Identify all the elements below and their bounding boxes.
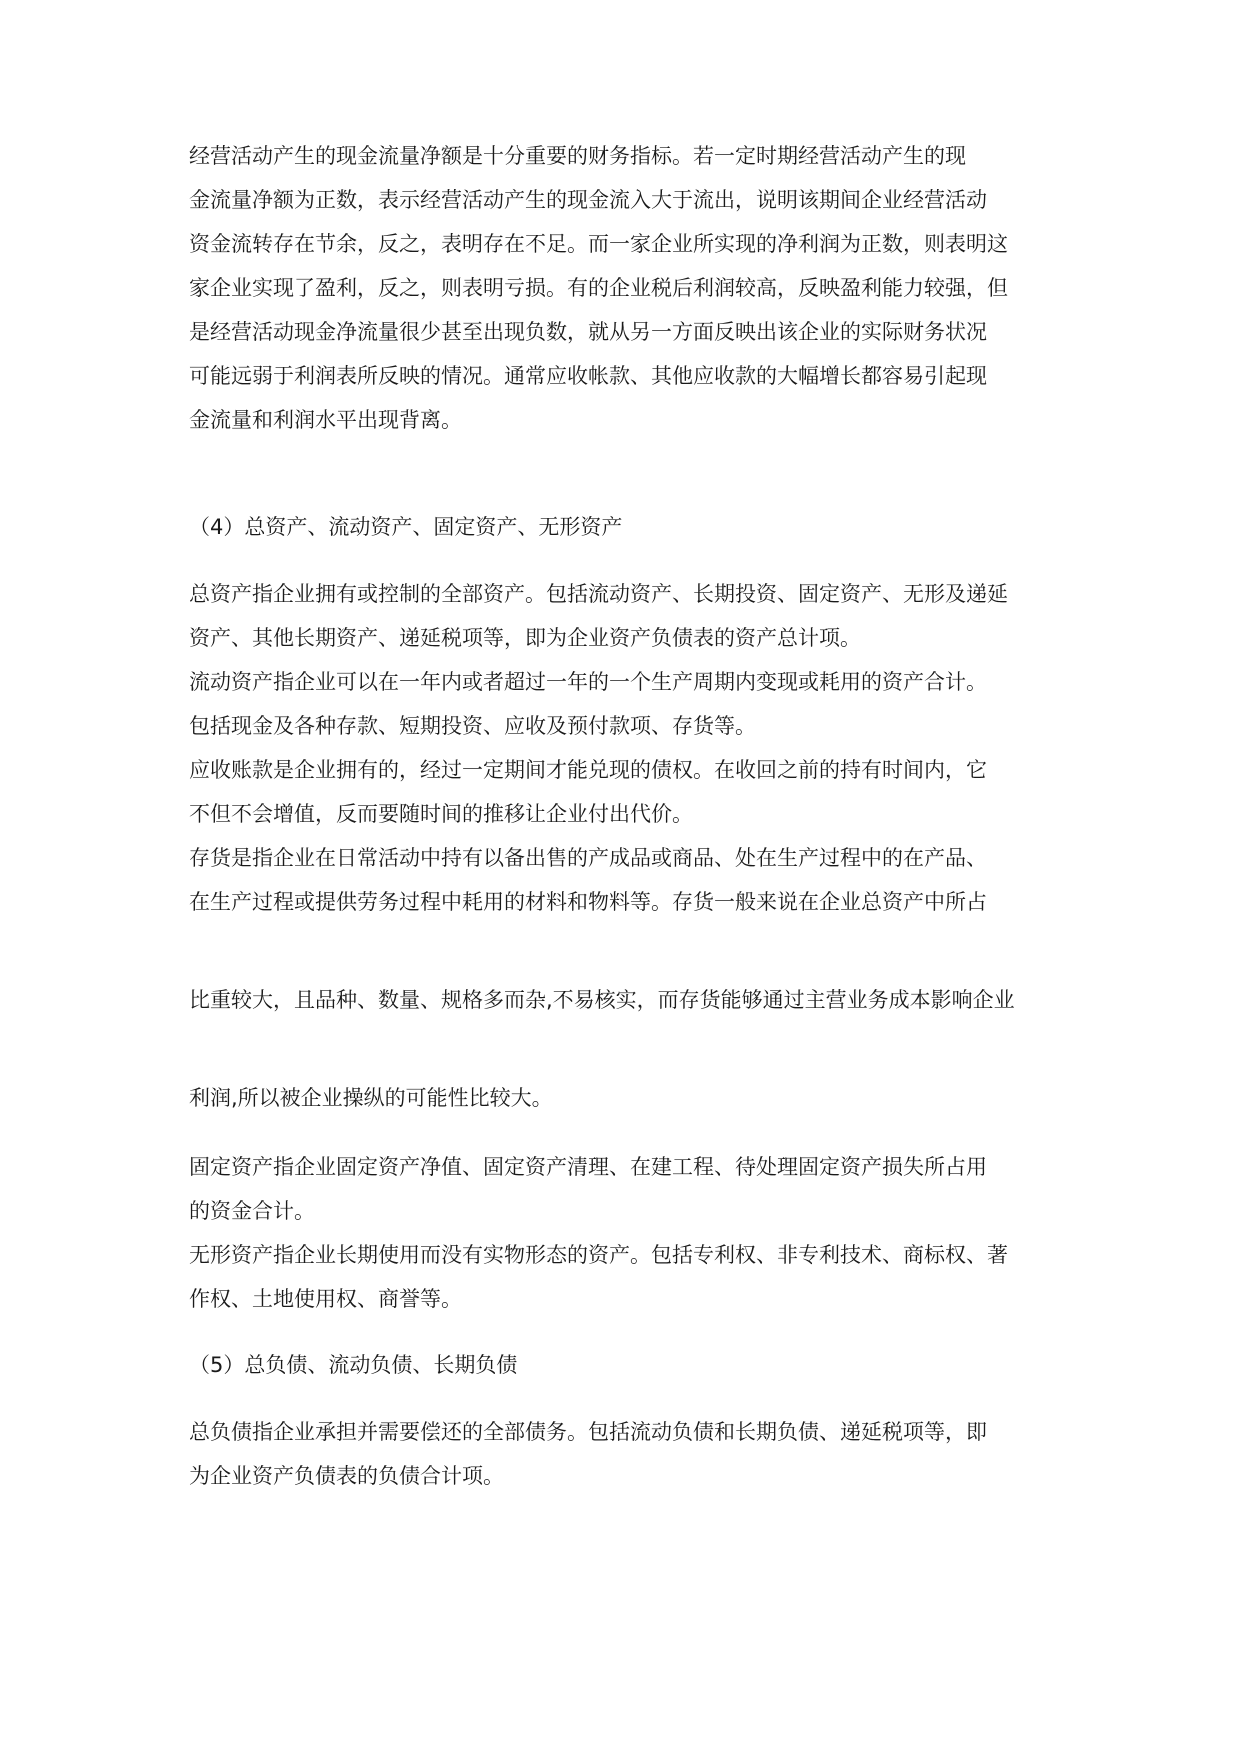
text-line: 作权、土地使用权、商誉等。: [189, 1287, 462, 1311]
text-line: 是经营活动现金净流量很少甚至出现负数，就从另一方面反映出该企业的实际财务状况: [189, 320, 987, 344]
paragraph-inventory-end: [189, 1076, 1059, 1120]
text-line: 比重较大，且品种、数量、规格多而杂,不易核实，而存货能够通过主营业务成本影响企业: [189, 988, 1015, 1012]
text-line: 总负债指企业承担并需要偿还的全部债务。包括流动负债和长期负债、递延税项等，即: [189, 1420, 987, 1444]
text-line: 资产、其他长期资产、递延税项等，即为企业资产负债表的资产总计项。: [189, 626, 861, 650]
text-line: 在生产过程或提供劳务过程中耗用的材料和物料等。存货一般来说在企业总资产中所占: [189, 890, 987, 914]
text-line: 金流量和利润水平出现背离。: [189, 408, 462, 432]
paragraph-liabilities: [189, 1410, 1059, 1498]
text-line: 固定资产指企业固定资产净值、固定资产清理、在建工程、待处理固定资产损失所占用: [189, 1155, 987, 1179]
text-line: 为企业资产负债表的负债合计项。: [189, 1464, 504, 1488]
text-line: 金流量净额为正数，表示经营活动产生的现金流入大于流出，说明该期间企业经营活动: [189, 188, 987, 212]
text-line: 经营活动产生的现金流量净额是十分重要的财务指标。若一定时期经营活动产生的现: [189, 144, 966, 168]
text-line: 存货是指企业在日常活动中持有以备出售的产成品或商品、处在生产过程中的在产品、: [189, 846, 987, 870]
text-line: 可能远弱于利润表所反映的情况。通常应收帐款、其他应收款的大幅增长都容易引起现: [189, 364, 987, 388]
text-line: 资金流转存在节余，反之，表明存在不足。而一家企业所实现的净利润为正数，则表明这: [189, 232, 1008, 256]
text-line: 的资金合计。: [189, 1199, 315, 1223]
paragraph-assets: [189, 572, 1059, 924]
section-heading-4: [189, 505, 1059, 549]
text-line: 家企业实现了盈利，反之，则表明亏损。有的企业税后利润较高，反映盈利能力较强，但: [189, 276, 1008, 300]
heading-line: （5）总负债、流动负债、长期负债: [189, 1353, 518, 1377]
text-line: 总资产指企业拥有或控制的全部资产。包括流动资产、长期投资、固定资产、无形及递延: [189, 582, 1008, 606]
section-heading-5: [189, 1343, 1059, 1387]
text-line: 无形资产指企业长期使用而没有实物形态的资产。包括专利权、非专利技术、商标权、著: [189, 1243, 1008, 1267]
text-line: 利润,所以被企业操纵的可能性比较大。: [189, 1086, 553, 1110]
paragraph-inventory-cont: [189, 978, 1059, 1022]
text-line: 包括现金及各种存款、短期投资、应收及预付款项、存货等。: [189, 714, 756, 738]
heading-line: （4）总资产、流动资产、固定资产、无形资产: [189, 515, 623, 539]
text-line: 应收账款是企业拥有的，经过一定期间才能兑现的债权。在收回之前的持有时间内，它: [189, 758, 987, 782]
text-line: 不但不会增值，反而要随时间的推移让企业付出代价。: [189, 802, 693, 826]
text-line: 流动资产指企业可以在一年内或者超过一年的一个生产周期内变现或耗用的资产合计。: [189, 670, 987, 694]
paragraph-cash-flow: [189, 134, 1059, 442]
paragraph-fixed-intangible: [189, 1145, 1059, 1321]
